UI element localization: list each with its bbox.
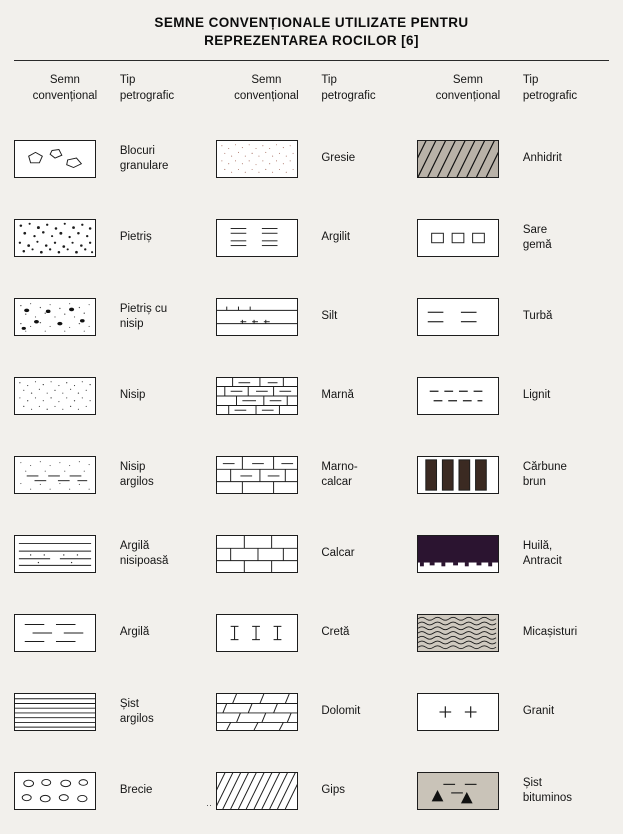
column-header-1 xyxy=(14,73,206,119)
type-cell: Turbă xyxy=(522,310,553,323)
type-cell: Sare gemă xyxy=(522,223,552,251)
sign-cell xyxy=(417,219,519,257)
pattern-pietris-cu-nisip xyxy=(14,298,96,336)
pattern-creta xyxy=(216,614,298,652)
stray-mark: ·· xyxy=(206,800,212,810)
legend-row xyxy=(14,514,206,593)
type-cell: Pietriș cu nisip xyxy=(119,302,168,330)
sign-cell xyxy=(417,535,519,573)
legend-row xyxy=(14,435,206,514)
pattern-argila-nisipoasa xyxy=(14,535,96,573)
type-cell: Cărbune brun xyxy=(522,460,567,488)
sign-cell xyxy=(417,298,519,336)
header-sign-2: Semn convențional xyxy=(234,74,299,102)
sign-cell xyxy=(216,535,318,573)
type-cell: Argilit xyxy=(321,231,351,244)
sign-cell xyxy=(14,535,116,573)
legend-row xyxy=(216,277,408,356)
header-type-2: Tip petrografic xyxy=(321,74,376,102)
sign-cell xyxy=(417,377,519,415)
pattern-huila-antracit xyxy=(417,535,499,573)
type-cell: Marno- calcar xyxy=(321,460,358,488)
legend-row xyxy=(417,751,609,830)
pattern-blocuri-granulare xyxy=(14,140,96,178)
legend-row xyxy=(216,514,408,593)
type-cell: Argilă xyxy=(119,626,150,639)
sign-cell xyxy=(417,456,519,494)
legend-row xyxy=(216,672,408,751)
sign-cell xyxy=(14,377,116,415)
page-title-line2: REPREZENTAREA ROCILOR [6] xyxy=(204,33,419,49)
sign-cell xyxy=(216,614,318,652)
legend-row xyxy=(14,198,206,277)
legend-columns xyxy=(14,73,609,830)
legend-row xyxy=(417,514,609,593)
header-type-1: Tip petrografic xyxy=(119,74,175,102)
legend-row xyxy=(417,593,609,672)
type-cell: Silt xyxy=(321,310,338,323)
pattern-nisip-argilos xyxy=(14,456,96,494)
header-type-3: Tip petrografic xyxy=(522,74,578,102)
type-cell: Gips xyxy=(321,784,345,797)
pattern-lignit xyxy=(417,377,499,415)
pattern-calcar xyxy=(216,535,298,573)
sign-cell xyxy=(14,140,116,178)
pattern-nisip xyxy=(14,377,96,415)
pattern-micasisturi xyxy=(417,614,499,652)
legend-row xyxy=(417,277,609,356)
legend-column-3 xyxy=(417,73,609,830)
legend-row xyxy=(14,672,206,751)
pattern-brecie xyxy=(14,772,96,810)
sign-cell xyxy=(417,140,519,178)
title-divider xyxy=(14,60,609,61)
pattern-sare-gema xyxy=(417,219,499,257)
type-cell: Brecie xyxy=(119,784,153,797)
type-cell: Lignit xyxy=(522,389,551,402)
type-cell: Nisip xyxy=(119,389,146,402)
legend-row xyxy=(216,751,408,830)
legend-row xyxy=(14,593,206,672)
pattern-argila xyxy=(14,614,96,652)
legend-row xyxy=(14,751,206,830)
type-cell: Nisip argilos xyxy=(119,460,154,488)
pattern-dolomit xyxy=(216,693,298,731)
legend-row xyxy=(417,356,609,435)
sign-cell xyxy=(216,772,318,810)
column-header-2 xyxy=(216,73,408,119)
legend-row xyxy=(14,119,206,198)
type-cell: Șist argilos xyxy=(119,697,154,725)
type-cell: Argilă nisipoasă xyxy=(119,539,169,567)
header-sign-3: Semn convențional xyxy=(435,74,501,102)
type-cell: Marnă xyxy=(321,389,354,402)
page-title-line1: SEMNE CONVENȚIONALE UTILIZATE PENTRU xyxy=(154,15,469,30)
type-cell: Gresie xyxy=(321,152,356,165)
pattern-silt xyxy=(216,298,298,336)
pattern-carbune-brun xyxy=(417,456,499,494)
pattern-sist-argilos xyxy=(14,693,96,731)
legend-row xyxy=(417,672,609,751)
legend-column-2 xyxy=(216,73,408,830)
sign-cell xyxy=(417,614,519,652)
pattern-gresie xyxy=(216,140,298,178)
sign-cell xyxy=(14,219,116,257)
column-header-3 xyxy=(417,73,609,119)
sign-cell xyxy=(14,772,116,810)
pattern-sist-bituminos xyxy=(417,772,499,810)
sign-cell xyxy=(14,298,116,336)
legend-row xyxy=(216,435,408,514)
legend-row xyxy=(216,356,408,435)
sign-cell xyxy=(14,693,116,731)
pattern-marna xyxy=(216,377,298,415)
type-cell: Cretă xyxy=(321,626,350,639)
type-cell: Pietriș xyxy=(119,231,152,244)
pattern-marno-calcar xyxy=(216,456,298,494)
pattern-pietris xyxy=(14,219,96,257)
type-cell: Șist bituminos xyxy=(522,776,573,804)
sign-cell xyxy=(417,693,519,731)
type-cell: Anhidrit xyxy=(522,152,562,165)
sign-cell xyxy=(216,456,318,494)
header-sign-1: Semn convențional xyxy=(32,74,98,102)
sign-cell xyxy=(216,377,318,415)
pattern-anhidrit xyxy=(417,140,499,178)
sign-cell xyxy=(216,298,318,336)
pattern-turba xyxy=(417,298,499,336)
type-cell: Micașisturi xyxy=(522,626,578,639)
legend-column-1 xyxy=(14,73,206,830)
legend-row xyxy=(417,198,609,277)
sign-cell xyxy=(216,693,318,731)
pattern-gips xyxy=(216,772,298,810)
legend-row xyxy=(216,119,408,198)
sign-cell xyxy=(216,140,318,178)
pattern-granit xyxy=(417,693,499,731)
sign-cell xyxy=(417,772,519,810)
pattern-argilit xyxy=(216,219,298,257)
type-cell: Huilă, Antracit xyxy=(522,539,562,567)
legend-row xyxy=(216,198,408,277)
type-cell: Blocuri granulare xyxy=(119,144,169,172)
legend-row xyxy=(14,356,206,435)
type-cell: Dolomit xyxy=(321,705,361,718)
sign-cell xyxy=(216,219,318,257)
type-cell: Granit xyxy=(522,705,555,718)
sign-cell xyxy=(14,456,116,494)
legend-row xyxy=(14,277,206,356)
legend-row xyxy=(417,119,609,198)
legend-row xyxy=(216,593,408,672)
legend-row xyxy=(417,435,609,514)
sign-cell xyxy=(14,614,116,652)
type-cell: Calcar xyxy=(321,547,355,560)
